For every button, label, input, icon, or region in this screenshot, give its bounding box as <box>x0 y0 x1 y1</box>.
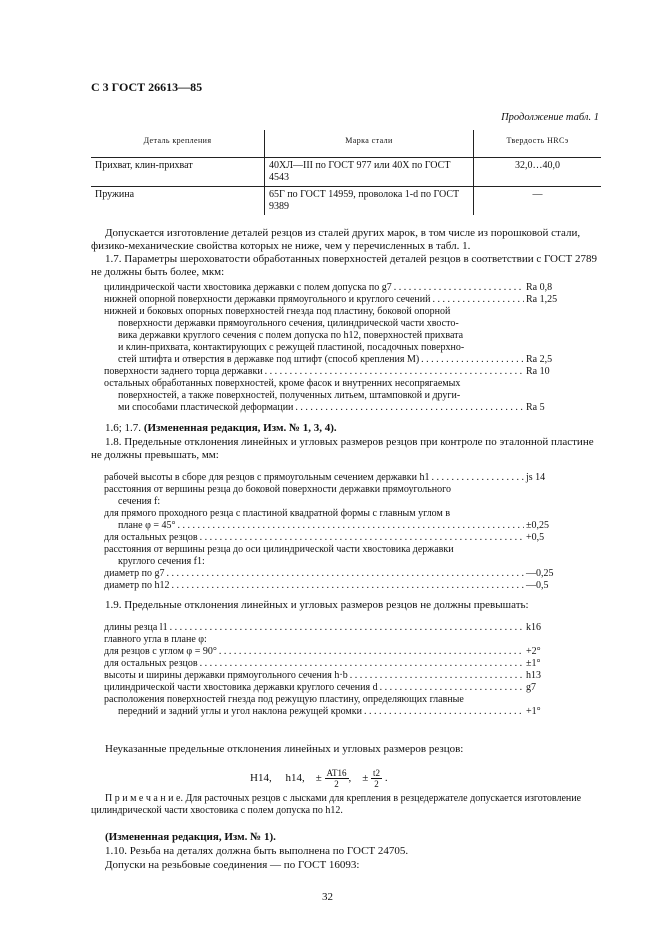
paragraph-1-9: 1.9. Предельные отклонения линейных и угловых размеров резцов не должны превышать: <box>105 599 529 611</box>
deviation-value: ±0,25 <box>526 520 549 531</box>
standard-header: С 3 ГОСТ 26613—85 <box>91 80 203 94</box>
deviation-text: расстояния от вершины резца до оси цилиндрической части хвостовика державки <box>104 544 454 555</box>
edition-bold: (Измененная редакция, Изм. № 1, 3, 4). <box>143 422 337 434</box>
deviation-line <box>104 622 600 634</box>
cell-hardness: 32,0…40,0 <box>474 158 602 187</box>
roughness-text: вика державки круглого сечения с полем допуска по h12, поверхностей прихвата <box>118 330 464 341</box>
roughness-value: Ra 0,8 <box>526 282 553 293</box>
roughness-text: остальных обработанных поверхностей, кроме фасок и внутренних несопрягаемых <box>104 378 461 389</box>
deviation-text: главного угла в плане φ: <box>104 634 207 645</box>
deviation-value: g7 <box>526 682 536 693</box>
deviation-text: диаметр по h12 <box>104 580 170 591</box>
roughness-line <box>104 366 600 378</box>
table-row <box>91 158 601 187</box>
deviation-line <box>104 472 600 484</box>
col-hardness-header: Твердость HRCэ <box>506 136 569 145</box>
deviation-line <box>104 646 600 658</box>
formula-term: H14, <box>250 772 272 785</box>
edition-prefix: 1.6; 1.7. <box>105 422 144 434</box>
roughness-line <box>118 402 600 414</box>
fraction-numerator: AT16 <box>326 768 347 778</box>
deviation-line <box>118 520 600 532</box>
deviation-text: диаметр по g7 <box>104 568 165 579</box>
paragraph-1-7: 1.7. Параметры шероховатости обработанных поверхностей деталей резцов в соответствии с ГОСТ 2789 не должны быть более, мкм: <box>91 253 597 278</box>
deviation-text: для прямого проходного резца с пластиной квадратной формы с главным углом в <box>104 508 451 519</box>
roughness-line <box>104 282 600 294</box>
roughness-value: Ra 2,5 <box>526 354 553 365</box>
deviation-value: k16 <box>526 622 541 633</box>
deviation-text: рабочей высоты в сборе для резцов с прямоугольным сечением державки h1 <box>104 472 430 483</box>
table-row <box>91 187 601 216</box>
roughness-text: ми способами пластической деформации <box>118 402 294 413</box>
edition-note-1 <box>91 422 600 435</box>
roughness-text: цилиндрической части хвостовика державки с полем допуска по g7 <box>104 282 392 293</box>
fraction-numerator: t2 <box>373 768 381 778</box>
deviation-value: ±1° <box>526 658 541 669</box>
deviation-value: —0,25 <box>526 568 554 579</box>
roughness-text: стей штифта и отверстия в державке под штифт (способ крепления М) <box>118 354 420 365</box>
deviation-text: для остальных резцов <box>104 658 198 669</box>
tolerance-formula: H14, h14, ± $\frac{AT16}{2}$, ± $\frac{t2}{2}$ . <box>250 768 388 789</box>
roughness-text: нижней и боковых опорных поверхностей гнезда под пластину, боковой опорной <box>104 306 451 317</box>
formula-end: . <box>384 772 388 785</box>
deviation-line <box>104 580 600 592</box>
formula-fraction <box>325 768 349 789</box>
deviation-line <box>118 706 600 718</box>
roughness-value: Ra 5 <box>526 402 545 413</box>
deviation-value: —0,5 <box>526 580 549 591</box>
paragraph-permitted-steels: Допускается изготовление деталей резцов из сталей других марок, в том числе из порошковой стали, физико-механические свойства которых не ниже, чем у перечисленных в табл. 1. <box>91 227 581 252</box>
deviation-text: высоты и ширины державки прямоугольного сечения h·b <box>104 670 348 681</box>
formula-pm: ± <box>315 772 322 785</box>
paragraph-unspecified: Неуказанные предельные отклонения линейных и угловых размеров резцов: <box>105 743 464 755</box>
deviation-text: цилиндрической части хвостовика державки круглого сечения d <box>104 682 378 693</box>
cell-steel: 40ХЛ—III по ГОСТ 977 или 40Х по ГОСТ 4543 <box>265 158 474 187</box>
fraction-denominator: 2 <box>334 779 339 789</box>
table-continuation: Продолжение табл. 1 <box>501 112 599 123</box>
table-header-row <box>91 130 601 158</box>
paragraph-1-8: 1.8. Предельные отклонения линейных и угловых размеров резцов при контроле по эталонной пластине не должны превышать, мм: <box>91 436 594 461</box>
deviation-line <box>104 670 600 682</box>
deviation-value: js 14 <box>526 472 546 483</box>
roughness-value: Ra 10 <box>526 366 550 377</box>
note-paragraph: П р и м е ч а н и е. Для расточных резцов с лысками для крепления в резцедержателе допускается изготовление цилиндрической части хвостовика с полем допуска по h12. <box>91 793 582 816</box>
formula-term: h14, <box>285 772 305 785</box>
deviation-line <box>104 658 600 670</box>
materials-table <box>91 130 601 215</box>
cell-hardness: — <box>474 187 602 216</box>
deviation-text: расстояния от вершины резца до боковой поверхности державки прямоугольного <box>104 484 451 495</box>
roughness-text: поверхности державки прямоугольного сечения, цилиндрической части хвосто- <box>118 318 459 329</box>
edition-note-2: (Измененная редакция, Изм. № 1). <box>105 831 276 843</box>
deviation-text: для резцов с углом φ = 90° <box>104 646 217 657</box>
roughness-text: и клин-прихвата, контактирующих с режущей пластиной, посадочных поверхно- <box>118 342 465 353</box>
roughness-value: Ra 1,25 <box>526 294 558 305</box>
deviation-text: для остальных резцов <box>104 532 198 543</box>
roughness-text: нижней опорной поверхности державки прямоугольного и круглого сечений <box>104 294 431 305</box>
col-steel-header: Марка стали <box>265 130 474 158</box>
deviation-text: длины резца l1 <box>104 622 168 633</box>
cell-part: Прихват, клин-прихват <box>91 158 265 187</box>
deviation-text: плане φ = 45° <box>118 520 176 531</box>
paragraph-1-10: 1.10. Резьба на деталях должна быть выполнена по ГОСТ 24705. <box>105 845 409 857</box>
roughness-text: поверхности заднего торца державки <box>104 366 263 377</box>
cell-steel: 65Г по ГОСТ 14959, проволока 1-d по ГОСТ 9389 <box>265 187 474 216</box>
deviation-text: передний и задний углы и угол наклона режущей кромки <box>118 706 362 717</box>
roughness-text: поверхностей, а также поверхностей, полученных литьем, штамповкой и други- <box>118 390 461 401</box>
deviation-value: +2° <box>526 646 541 657</box>
deviation-value: +0,5 <box>526 532 545 543</box>
fraction-denominator: 2 <box>374 779 379 789</box>
formula-pm: ± <box>362 772 369 785</box>
roughness-line <box>104 294 600 306</box>
cell-part: Пружина <box>91 187 265 216</box>
deviation-value: +1° <box>526 706 541 717</box>
deviation-line <box>104 682 600 694</box>
deviation-line <box>104 532 600 544</box>
deviation-value: h13 <box>526 670 541 681</box>
deviation-text: расположения поверхностей гнезда под режущую пластину, определяющих главные <box>104 694 464 705</box>
roughness-line <box>118 354 600 366</box>
paragraph-threads: Допуски на резьбовые соединения — по ГОСТ 16093: <box>105 859 360 871</box>
col-part-header: Деталь крепления <box>143 136 212 145</box>
deviation-line <box>104 568 600 580</box>
formula-fraction <box>371 768 382 789</box>
deviation-text: круглого сечения f1: <box>118 556 205 567</box>
page-number: 32 <box>322 891 333 903</box>
deviation-text: сечения f: <box>118 496 161 507</box>
